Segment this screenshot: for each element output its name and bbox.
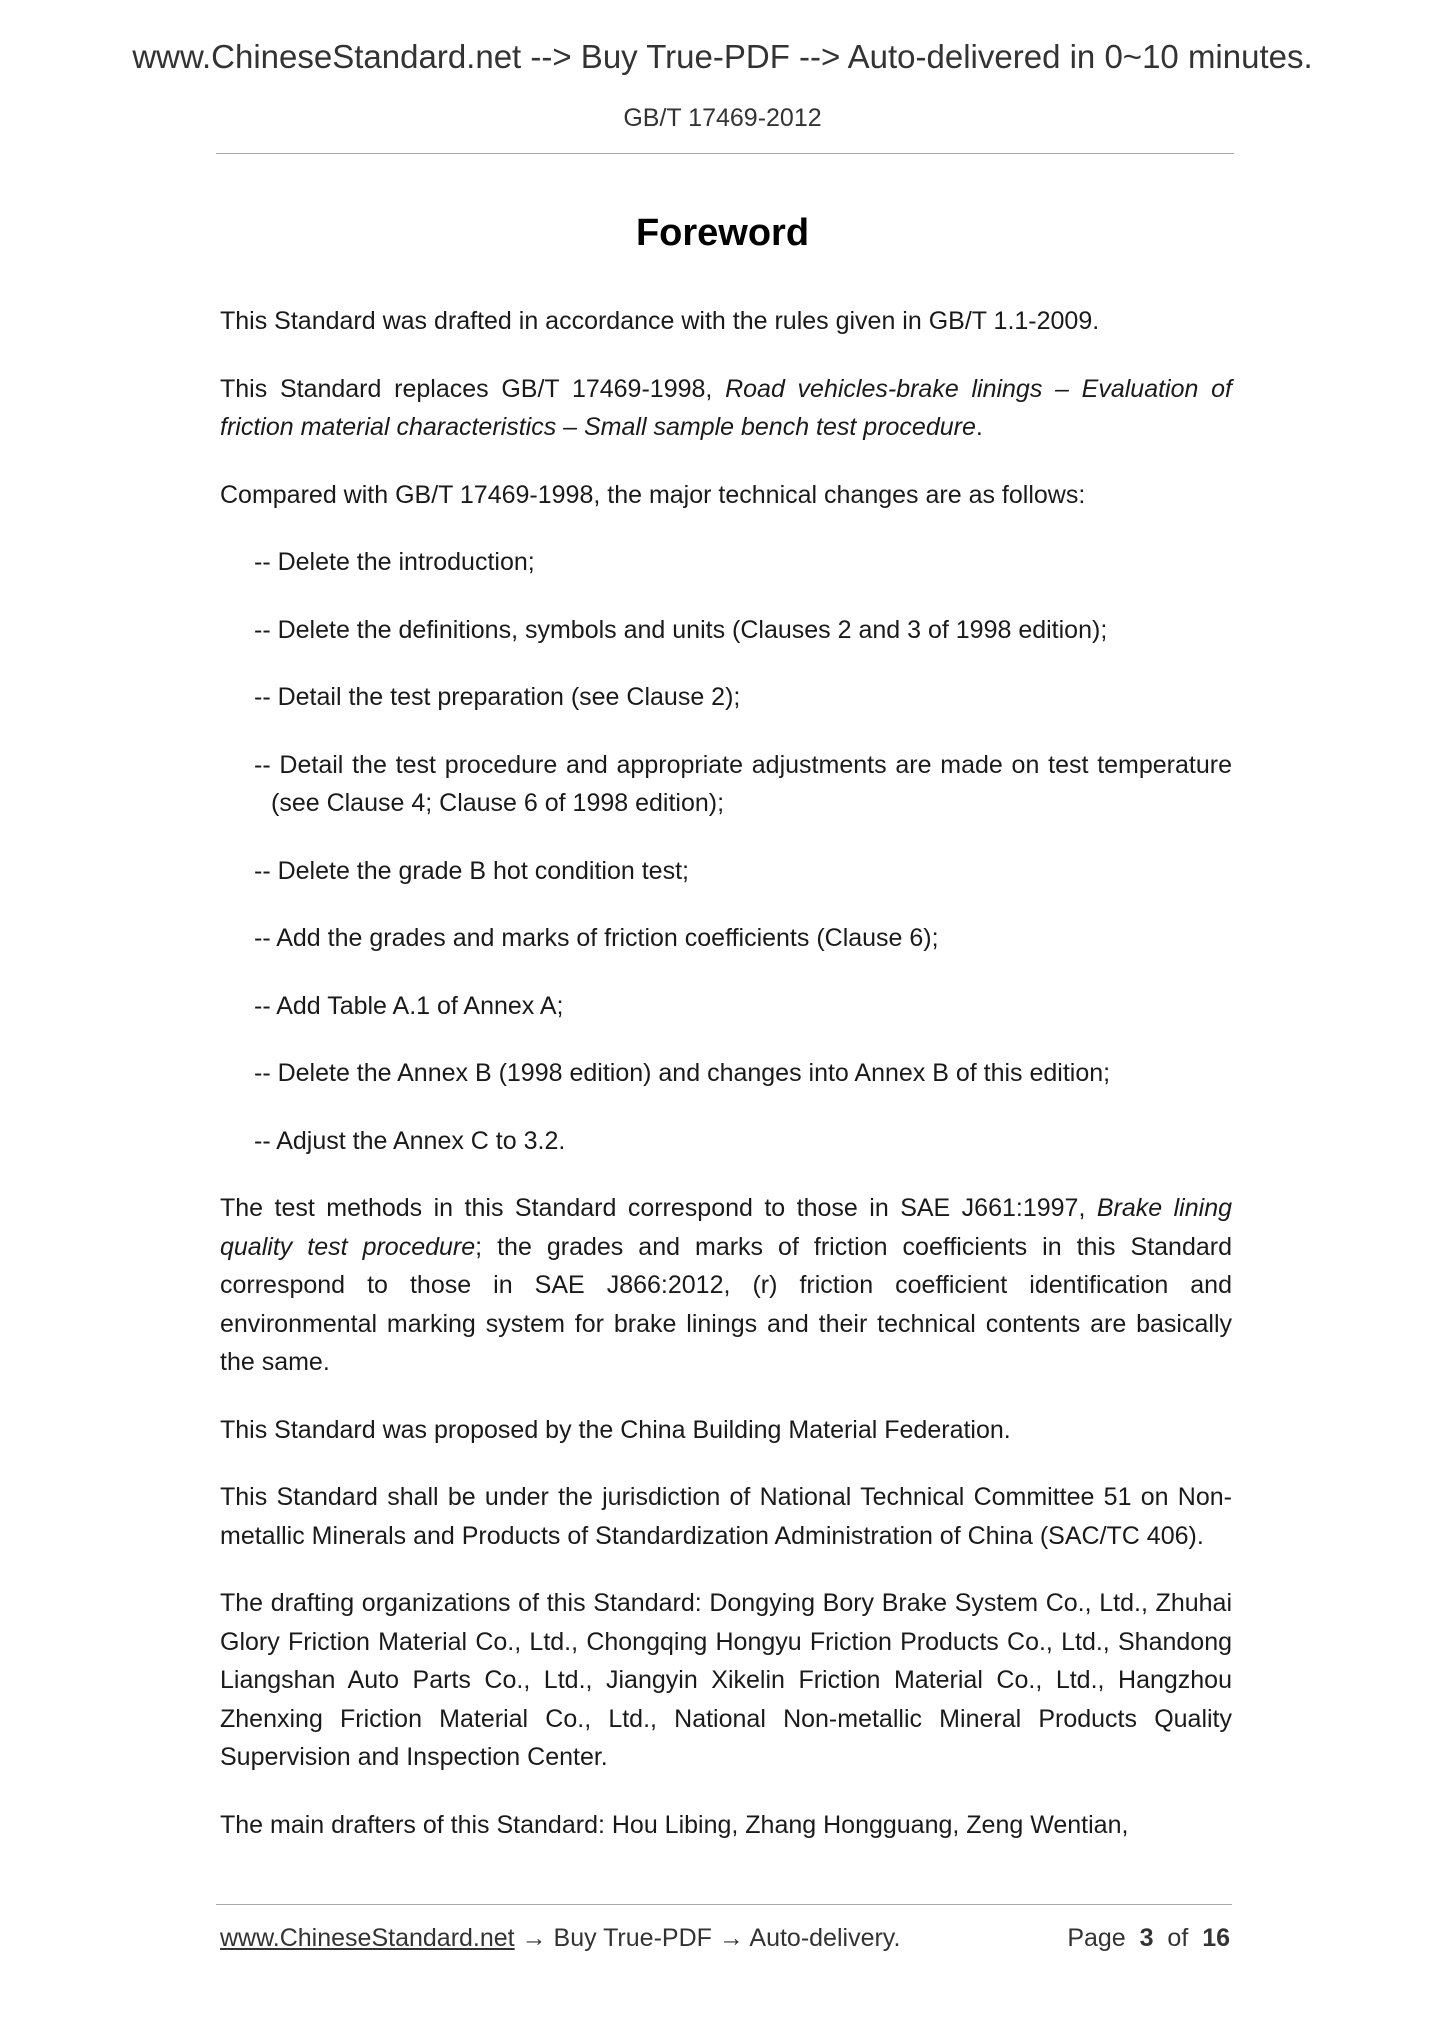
standard-code: GB/T 17469-2012 — [623, 104, 822, 132]
change-item: -- Delete the introduction; — [254, 548, 535, 576]
footer-site-link[interactable]: www.ChineseStandard.net — [220, 1924, 515, 1952]
page-footer — [220, 1924, 1230, 1953]
sae-standard-title: Brake lining quality test procedure — [220, 1194, 1232, 1261]
paragraph-replaces — [220, 370, 1232, 447]
footer-tagline: → Buy True-PDF → Auto-delivery. — [514, 1924, 901, 1952]
replaces-text: This Standard replaces GB/T 17469-1998, — [220, 374, 726, 403]
paragraph-changes-intro: Compared with GB/T 17469-1998, the major technical changes are as follows: — [220, 480, 1086, 509]
replaces-end: . — [975, 413, 983, 441]
paragraph-correspondence — [220, 1189, 1232, 1382]
paragraph-proposed-by: This Standard was proposed by the China Building Material Federation. — [220, 1415, 1011, 1444]
foreword-body — [220, 302, 1232, 1844]
change-item: -- Delete the Annex B (1998 edition) and changes into Annex B of this edition; — [254, 1059, 1111, 1087]
paragraph-drafting-organizations: The drafting organizations of this Standard: Dongying Bory Brake System Co., Ltd., Zhuhai Glory Friction Material Co., Ltd., Chongqing Hongyu Friction Products Co., Ltd., Shandong Liangshan Auto Parts Co., Ltd., Jiangyin Xikelin Friction Material Co., Ltd., Hangzhou Zhenxing Friction Material Co., Ltd., National Non-metallic Mineral Products Quality Supervision and Inspection Center. — [220, 1589, 1232, 1771]
page-label: Page — [1067, 1924, 1126, 1952]
header-divider — [216, 153, 1234, 154]
paragraph-drafting-rules: This Standard was drafted in accordance with the rules given in GB/T 1.1-2009. — [220, 307, 1100, 335]
change-item: -- Detail the test preparation (see Clause 2); — [254, 683, 741, 711]
page-title: Foreword — [635, 212, 810, 254]
change-item: -- Add Table A.1 of Annex A; — [254, 991, 564, 1020]
of-label: of — [1167, 1924, 1189, 1952]
paragraph-jurisdiction: This Standard shall be under the jurisdiction of National Technical Committee 51 on Non-metallic Minerals and Products of Standardization Administration of China (SAC/TC 406). — [220, 1483, 1232, 1550]
change-item: -- Delete the grade B hot condition test; — [254, 856, 689, 885]
change-item: -- Adjust the Annex C to 3.2. — [254, 1126, 566, 1155]
paragraph-main-drafters: The main drafters of this Standard: Hou Libing, Zhang Hongguang, Zeng Wentian, — [220, 1810, 1129, 1839]
footer-divider — [216, 1904, 1232, 1905]
change-item: -- Add the grades and marks of friction coefficients (Clause 6); — [254, 924, 939, 952]
correspondence-text: The test methods in this Standard correspond to those in SAE J661:1997, — [220, 1194, 1097, 1222]
page-total: 16 — [1202, 1924, 1230, 1952]
site-banner: www.ChineseStandard.net --> Buy True-PDF --> Auto-delivered in 0~10 minutes. — [132, 38, 1313, 75]
page-indicator — [1067, 1924, 1230, 1953]
replaced-standard-title: Road vehicles-brake linings – Evaluation of friction material characteristics – Small sample bench test procedure — [220, 374, 1232, 441]
change-item: -- Delete the definitions, symbols and units (Clauses 2 and 3 of 1998 edition); — [254, 615, 1108, 644]
correspondence-text-rest: ; the grades and marks of friction coefficients in this Standard correspond to those in SAE J866:2012, (r) friction coefficient identification and environmental marking system for brake linings and their technical contents are basically the same. — [220, 1232, 1232, 1376]
change-item: -- Detail the test procedure and appropriate adjustments are made on test temperature (see Clause 4; Clause 6 of 1998 edition); — [254, 750, 1232, 817]
page-number: 3 — [1139, 1924, 1154, 1952]
